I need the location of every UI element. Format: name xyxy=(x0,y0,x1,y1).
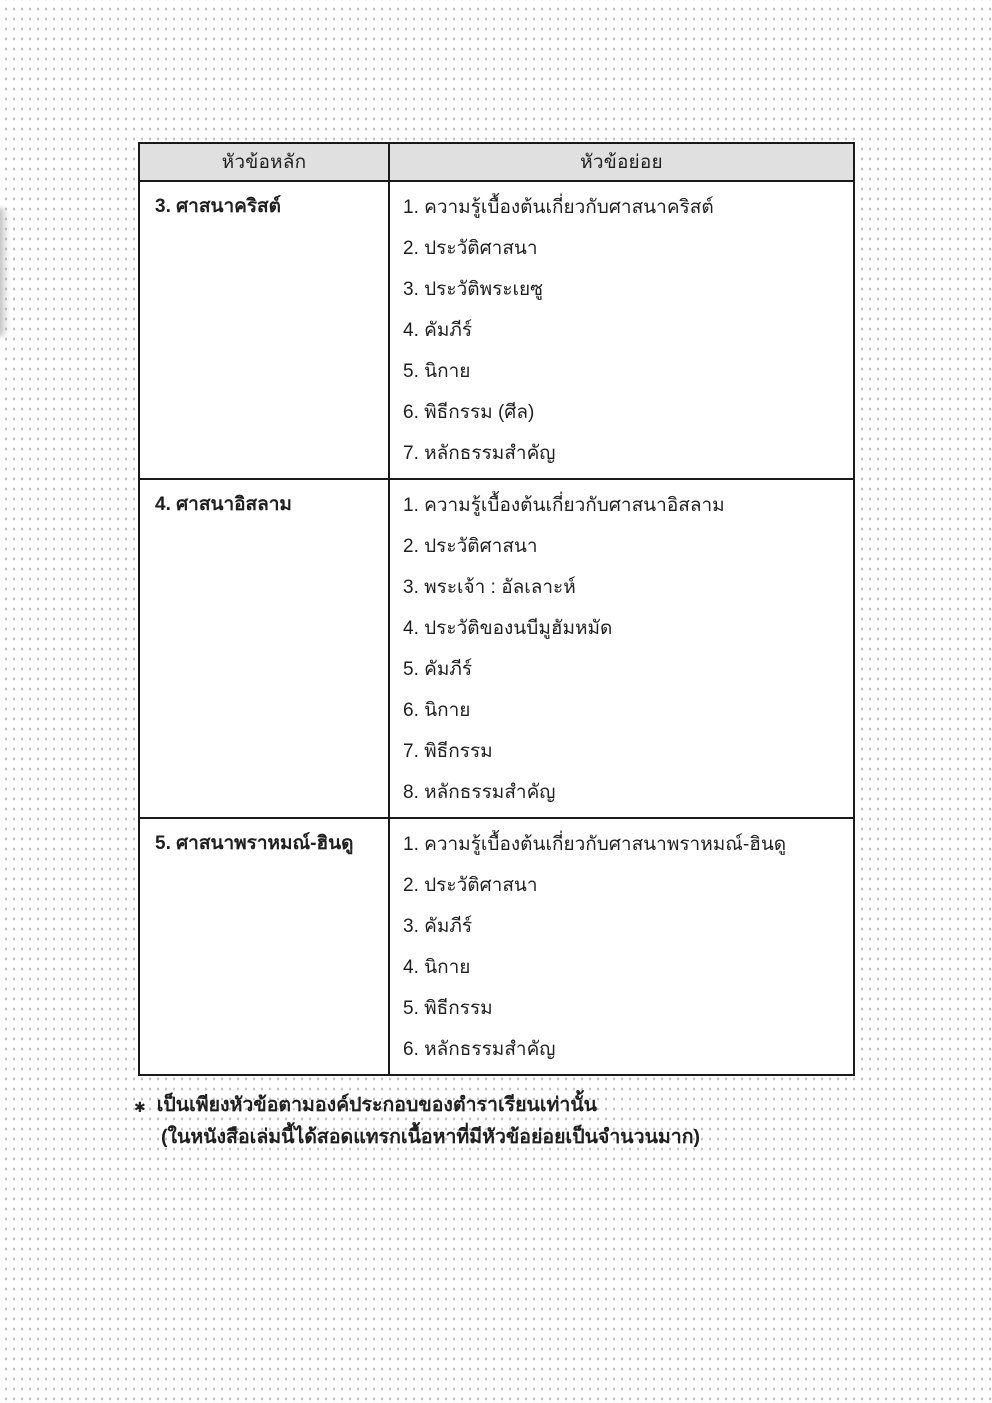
subtopic-item: 5. คัมภีร์ xyxy=(403,658,473,680)
subtopic-item: 5. นิกาย xyxy=(403,360,471,382)
table-row xyxy=(140,182,853,480)
footnote-text-1: เป็นเพียงหัวข้อตามองค์ประกอบของตำราเรียนเท่านั้น xyxy=(156,1094,598,1116)
main-topic-cell: 3. ศาสนาคริสต์ xyxy=(140,182,390,478)
table-header-row xyxy=(140,144,853,182)
table-row xyxy=(140,480,853,819)
subtopic-item: 4. นิกาย xyxy=(403,956,471,978)
page-edge-scan-shadow xyxy=(0,208,10,336)
subtopic-item: 2. ประวัติศาสนา xyxy=(403,237,538,259)
subtopics-cell xyxy=(390,480,853,817)
subtopic-item: 6. พิธีกรรม (ศีล) xyxy=(403,401,535,423)
subtopics-cell xyxy=(390,819,853,1074)
subtopic-item: 4. คัมภีร์ xyxy=(403,319,473,341)
subtopic-item: 6. นิกาย xyxy=(403,699,471,721)
header-cell-sub-topic: หัวข้อย่อย xyxy=(580,152,663,173)
subtopic-item: 3. ประวัติพระเยซู xyxy=(403,278,544,300)
subtopic-item: 8. หลักธรรมสำคัญ xyxy=(403,781,556,803)
main-topic-cell: 4. ศาสนาอิสลาม xyxy=(140,480,390,817)
subtopic-item: 3. คัมภีร์ xyxy=(403,915,473,937)
subtopic-item: 2. ประวัติศาสนา xyxy=(403,874,538,896)
main-topic-cell: 5. ศาสนาพราหมณ์-ฮินดู xyxy=(140,819,390,1074)
header-cell-main-topic: หัวข้อหลัก xyxy=(140,144,390,180)
subtopic-item: 1. ความรู้เบื้องต้นเกี่ยวกับศาสนาพราหมณ์-ฮินดู xyxy=(403,833,787,855)
footnote-line-1 xyxy=(134,1094,700,1117)
table-row xyxy=(140,819,853,1074)
subtopic-item: 7. หลักธรรมสำคัญ xyxy=(403,442,556,464)
footnote-text-2: (ในหนังสือเล่มนี้ได้สอดแทรกเนื้อหาที่มีหัวข้อย่อยเป็นจำนวนมาก) xyxy=(161,1126,701,1149)
footnote xyxy=(134,1094,700,1150)
topics-table xyxy=(138,142,855,1076)
subtopic-item: 3. พระเจ้า : อัลเลาะห์ xyxy=(403,576,576,598)
subtopic-item: 2. ประวัติศาสนา xyxy=(403,535,538,557)
subtopic-item: 5. พิธีกรรม xyxy=(403,997,493,1019)
subtopic-item: 7. พิธีกรรม xyxy=(403,740,493,762)
subtopic-item: 6. หลักธรรมสำคัญ xyxy=(403,1038,556,1060)
subtopics-cell xyxy=(390,182,853,478)
subtopic-item: 1. ความรู้เบื้องต้นเกี่ยวกับศาสนาอิสลาม xyxy=(403,494,725,516)
subtopic-item: 4. ประวัติของนบีมูฮัมหมัด xyxy=(403,617,613,639)
subtopic-item: 1. ความรู้เบื้องต้นเกี่ยวกับศาสนาคริสต์ xyxy=(403,196,714,218)
asterisk-icon: ✱ xyxy=(134,1098,146,1115)
